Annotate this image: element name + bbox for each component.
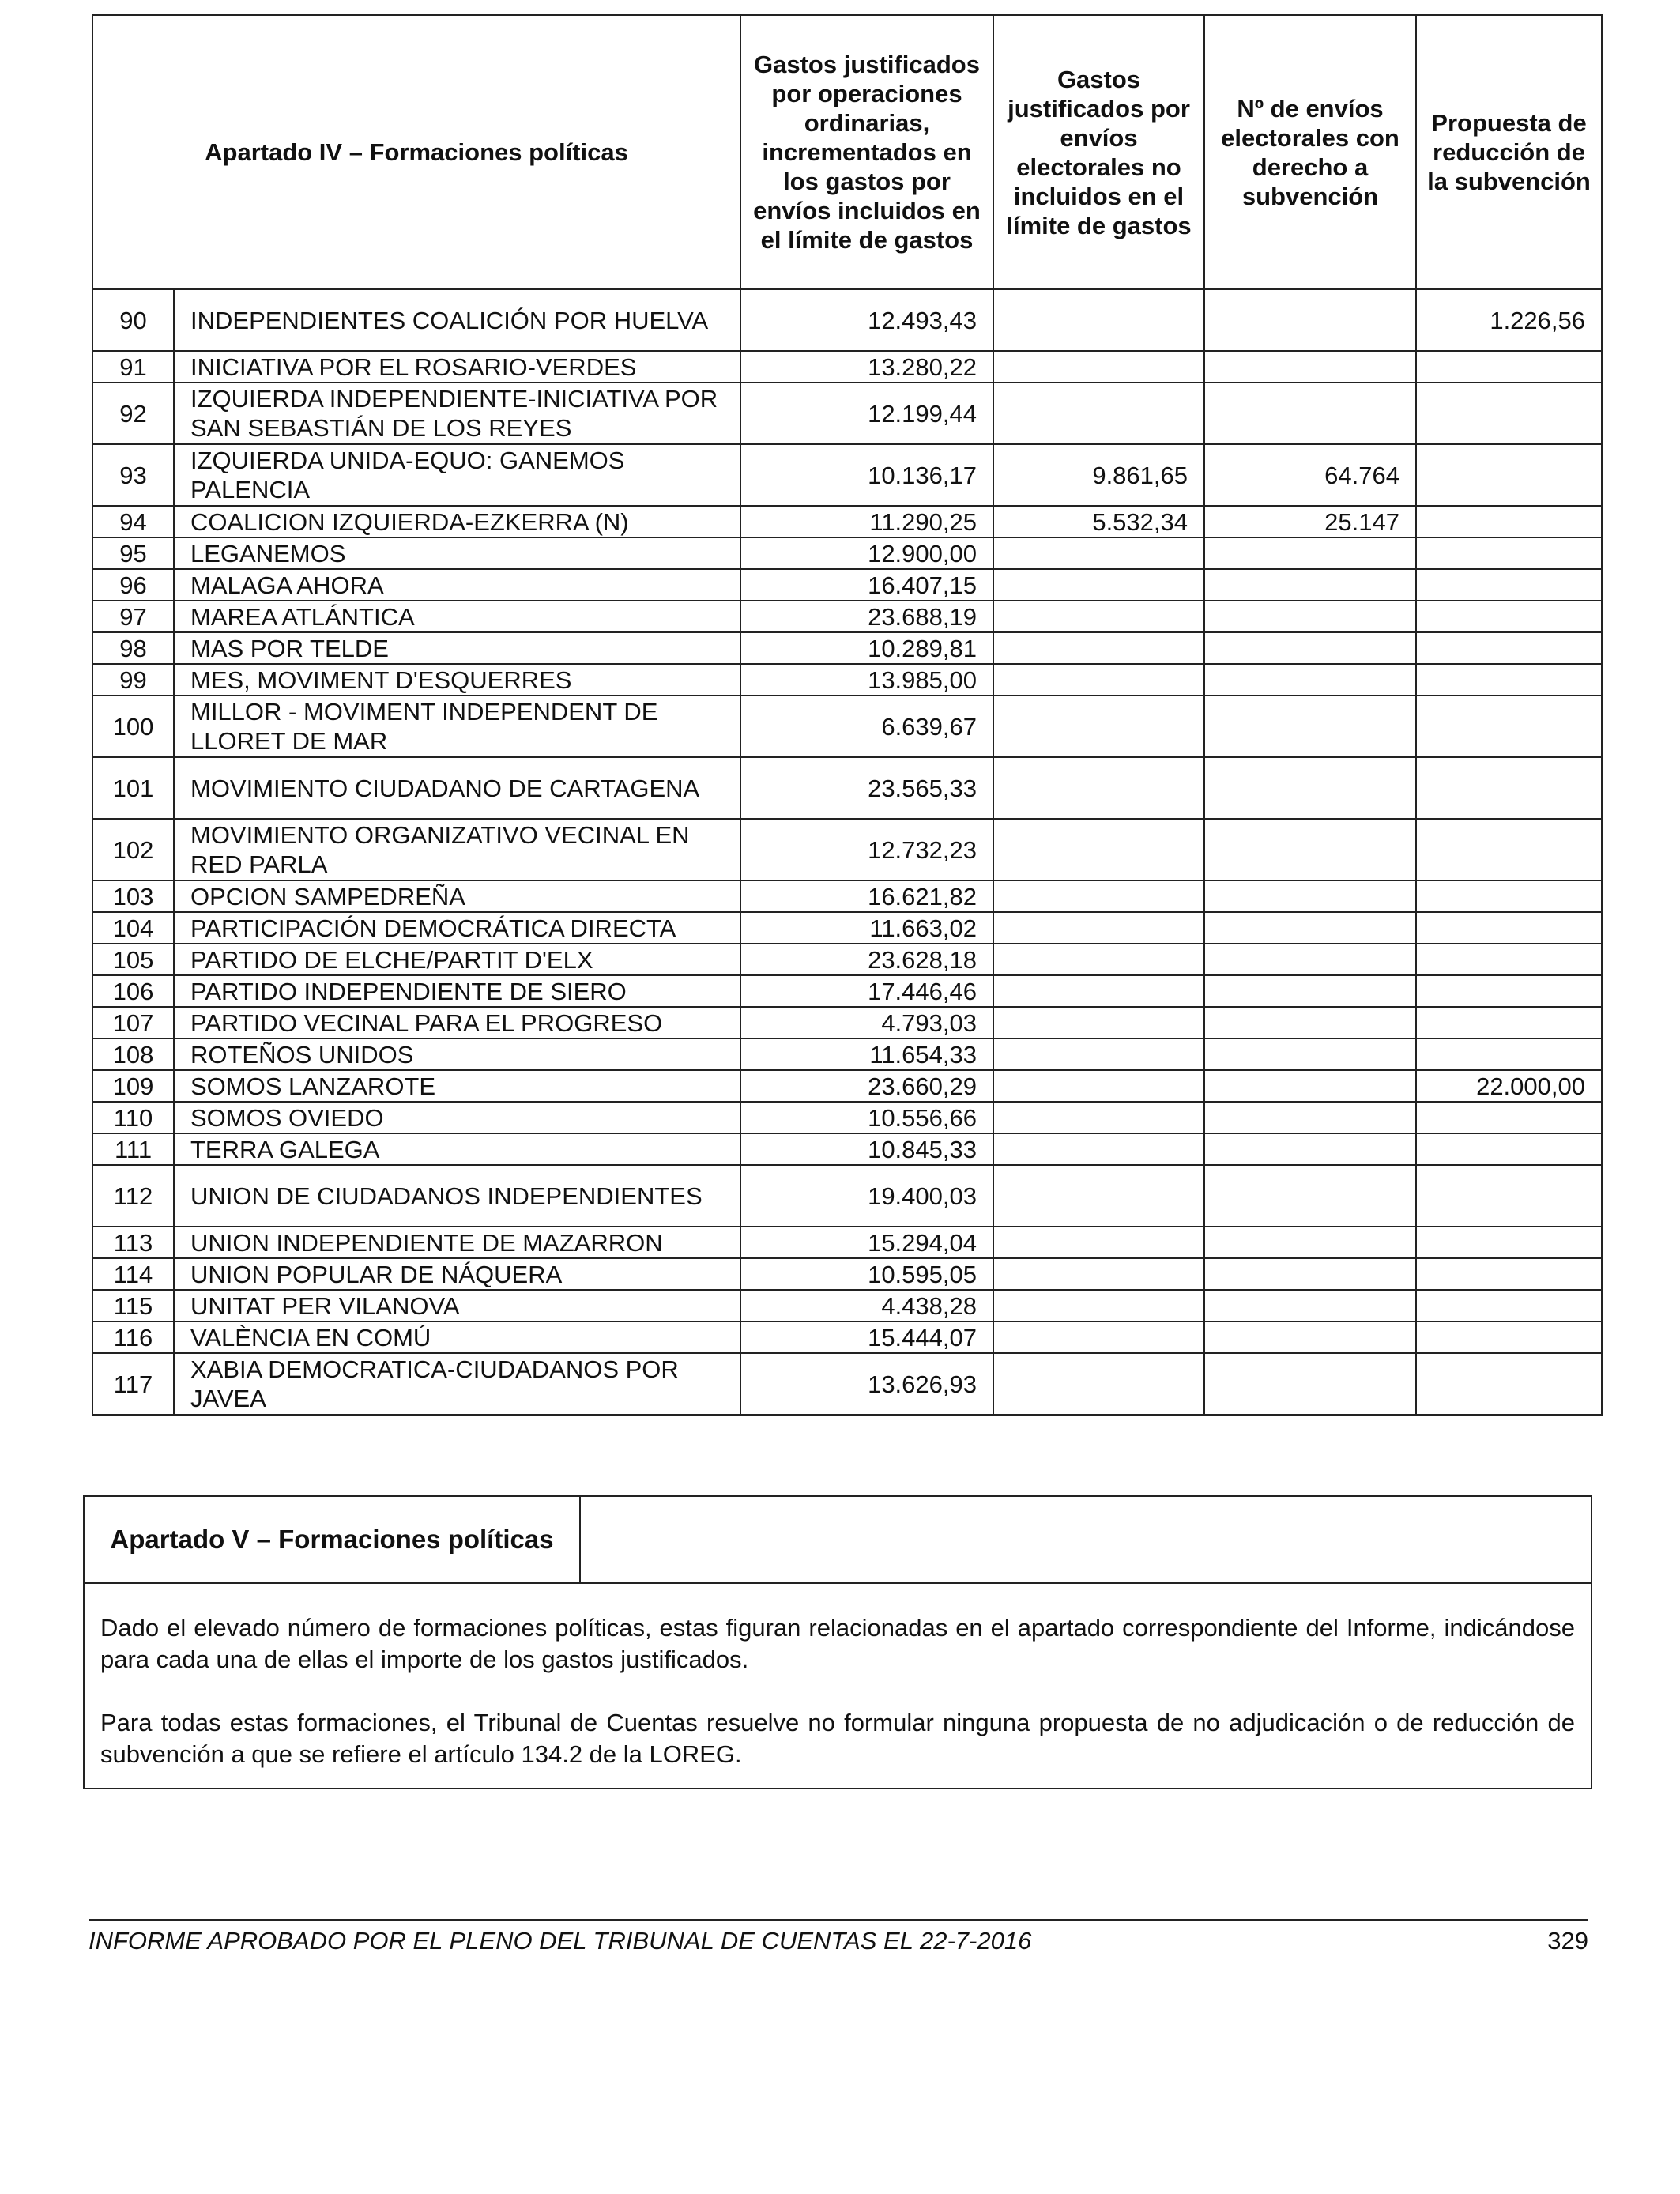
header-mailings-count: Nº de envíos electorales con derecho a subvención: [1204, 15, 1416, 289]
row-number: 95: [92, 537, 174, 569]
reduction-proposal: [1416, 696, 1602, 757]
table-row: [92, 912, 1602, 944]
reduction-proposal: [1416, 383, 1602, 444]
reduction-proposal: 22.000,00: [1416, 1070, 1602, 1102]
row-number: 117: [92, 1353, 174, 1415]
party-name: IZQUIERDA INDEPENDIENTE-INICIATIVA POR SAN SEBASTIÁN DE LOS REYES: [174, 383, 740, 444]
box-apartado-v: [83, 1495, 1592, 1789]
row-number: 116: [92, 1321, 174, 1353]
mailing-expenses: [993, 383, 1204, 444]
reduction-proposal: [1416, 351, 1602, 383]
reduction-proposal: [1416, 1102, 1602, 1133]
row-number: 100: [92, 696, 174, 757]
mailings-count: 25.147: [1204, 506, 1416, 537]
ordinary-expenses: 17.446,46: [740, 975, 993, 1007]
party-name: PARTIDO DE ELCHE/PARTIT D'ELX: [174, 944, 740, 975]
mailing-expenses: 9.861,65: [993, 444, 1204, 506]
table-row: [92, 819, 1602, 880]
mailings-count: [1204, 1102, 1416, 1133]
mailings-count: [1204, 383, 1416, 444]
ordinary-expenses: 23.565,33: [740, 757, 993, 819]
ordinary-expenses: 6.639,67: [740, 696, 993, 757]
box-body: [85, 1584, 1591, 1770]
table-row: [92, 569, 1602, 601]
party-name: PARTIDO INDEPENDIENTE DE SIERO: [174, 975, 740, 1007]
party-name: XABIA DEMOCRATICA-CIUDADANOS POR JAVEA: [174, 1353, 740, 1415]
mailing-expenses: [993, 975, 1204, 1007]
reduction-proposal: [1416, 1321, 1602, 1353]
reduction-proposal: [1416, 444, 1602, 506]
mailings-count: [1204, 632, 1416, 664]
mailings-count: [1204, 1070, 1416, 1102]
row-number: 101: [92, 757, 174, 819]
party-name: COALICION IZQUIERDA-EZKERRA (N): [174, 506, 740, 537]
table-row: [92, 632, 1602, 664]
ordinary-expenses: 13.985,00: [740, 664, 993, 696]
party-name: UNITAT PER VILANOVA: [174, 1290, 740, 1321]
ordinary-expenses: 13.626,93: [740, 1353, 993, 1415]
mailings-count: [1204, 289, 1416, 351]
reduction-proposal: [1416, 880, 1602, 912]
mailing-expenses: [993, 1258, 1204, 1290]
ordinary-expenses: 23.688,19: [740, 601, 993, 632]
row-number: 105: [92, 944, 174, 975]
table-row: [92, 944, 1602, 975]
ordinary-expenses: 16.407,15: [740, 569, 993, 601]
mailing-expenses: [993, 1102, 1204, 1133]
party-name: UNION DE CIUDADANOS INDEPENDIENTES: [174, 1165, 740, 1227]
row-number: 104: [92, 912, 174, 944]
mailings-count: [1204, 1133, 1416, 1165]
table-row: [92, 1039, 1602, 1070]
footer-text: INFORME APROBADO POR EL PLENO DEL TRIBUNAL DE CUENTAS EL 22-7-2016: [89, 1927, 1032, 1955]
mailings-count: [1204, 1258, 1416, 1290]
party-name: TERRA GALEGA: [174, 1133, 740, 1165]
reduction-proposal: [1416, 1227, 1602, 1258]
ordinary-expenses: 23.628,18: [740, 944, 993, 975]
party-name: MILLOR - MOVIMENT INDEPENDENT DE LLORET DE MAR: [174, 696, 740, 757]
table-row: [92, 383, 1602, 444]
row-number: 106: [92, 975, 174, 1007]
table-row: [92, 1070, 1602, 1102]
ordinary-expenses: 19.400,03: [740, 1165, 993, 1227]
table-row: [92, 1165, 1602, 1227]
row-number: 110: [92, 1102, 174, 1133]
mailings-count: [1204, 351, 1416, 383]
table-row: [92, 444, 1602, 506]
mailings-count: [1204, 944, 1416, 975]
mailing-expenses: [993, 944, 1204, 975]
table-row: [92, 1102, 1602, 1133]
party-name: VALÈNCIA EN COMÚ: [174, 1321, 740, 1353]
party-name: IZQUIERDA UNIDA-EQUO: GANEMOS PALENCIA: [174, 444, 740, 506]
header-mailing-expenses: Gastos justificados por envíos electorales no incluidos en el límite de gastos: [993, 15, 1204, 289]
reduction-proposal: [1416, 944, 1602, 975]
party-name: PARTICIPACIÓN DEMOCRÁTICA DIRECTA: [174, 912, 740, 944]
party-name: MAREA ATLÁNTICA: [174, 601, 740, 632]
row-number: 97: [92, 601, 174, 632]
table-row: [92, 537, 1602, 569]
mailing-expenses: [993, 537, 1204, 569]
table-row: [92, 601, 1602, 632]
mailing-expenses: [993, 1353, 1204, 1415]
reduction-proposal: [1416, 506, 1602, 537]
party-name: MAS POR TELDE: [174, 632, 740, 664]
table-row: [92, 757, 1602, 819]
mailings-count: [1204, 1227, 1416, 1258]
mailing-expenses: [993, 757, 1204, 819]
mailing-expenses: [993, 1165, 1204, 1227]
mailing-expenses: [993, 351, 1204, 383]
mailings-count: [1204, 569, 1416, 601]
row-number: 113: [92, 1227, 174, 1258]
table-row: [92, 1321, 1602, 1353]
row-number: 94: [92, 506, 174, 537]
table-row: [92, 351, 1602, 383]
mailings-count: [1204, 1321, 1416, 1353]
ordinary-expenses: 11.290,25: [740, 506, 993, 537]
page-footer: [89, 1919, 1588, 1957]
box-paragraph-2: Para todas estas formaciones, el Tribunal de Cuentas resuelve no formular ninguna propuesta de no adjudicación o de reducción de subvención a que se refiere el artículo 134.2 de la LOREG.: [100, 1709, 1575, 1768]
mailings-count: [1204, 912, 1416, 944]
mailing-expenses: [993, 696, 1204, 757]
mailing-expenses: [993, 912, 1204, 944]
reduction-proposal: [1416, 1007, 1602, 1039]
reduction-proposal: [1416, 1353, 1602, 1415]
ordinary-expenses: 13.280,22: [740, 351, 993, 383]
mailings-count: [1204, 1007, 1416, 1039]
reduction-proposal: [1416, 757, 1602, 819]
party-name: MALAGA AHORA: [174, 569, 740, 601]
party-name: SOMOS LANZAROTE: [174, 1070, 740, 1102]
ordinary-expenses: 23.660,29: [740, 1070, 993, 1102]
reduction-proposal: [1416, 975, 1602, 1007]
mailing-expenses: [993, 1007, 1204, 1039]
mailings-count: [1204, 880, 1416, 912]
ordinary-expenses: 10.845,33: [740, 1133, 993, 1165]
reduction-proposal: [1416, 569, 1602, 601]
party-name: INDEPENDIENTES COALICIÓN POR HUELVA: [174, 289, 740, 351]
mailing-expenses: [993, 1039, 1204, 1070]
reduction-proposal: [1416, 1039, 1602, 1070]
ordinary-expenses: 12.900,00: [740, 537, 993, 569]
ordinary-expenses: 4.793,03: [740, 1007, 993, 1039]
reduction-proposal: [1416, 1165, 1602, 1227]
row-number: 112: [92, 1165, 174, 1227]
row-number: 96: [92, 569, 174, 601]
mailings-count: [1204, 1039, 1416, 1070]
header-section-title: Apartado IV – Formaciones políticas: [92, 15, 740, 289]
table-apartado-iv: [92, 14, 1603, 1416]
ordinary-expenses: 10.136,17: [740, 444, 993, 506]
row-number: 115: [92, 1290, 174, 1321]
mailings-count: [1204, 1165, 1416, 1227]
table-row: [92, 1133, 1602, 1165]
table-row: [92, 1007, 1602, 1039]
reduction-proposal: [1416, 1290, 1602, 1321]
table-row: [92, 506, 1602, 537]
table-row: [92, 1290, 1602, 1321]
party-name: LEGANEMOS: [174, 537, 740, 569]
table-row: [92, 289, 1602, 351]
row-number: 90: [92, 289, 174, 351]
reduction-proposal: [1416, 664, 1602, 696]
box-title: Apartado V – Formaciones políticas: [85, 1497, 581, 1582]
ordinary-expenses: 10.556,66: [740, 1102, 993, 1133]
party-name: OPCION SAMPEDREÑA: [174, 880, 740, 912]
party-name: MOVIMIENTO CIUDADANO DE CARTAGENA: [174, 757, 740, 819]
mailing-expenses: [993, 664, 1204, 696]
party-name: PARTIDO VECINAL PARA EL PROGRESO: [174, 1007, 740, 1039]
table-row: [92, 664, 1602, 696]
mailings-count: [1204, 1290, 1416, 1321]
row-number: 92: [92, 383, 174, 444]
mailings-count: [1204, 1353, 1416, 1415]
mailing-expenses: 5.532,34: [993, 506, 1204, 537]
mailing-expenses: [993, 880, 1204, 912]
party-name: SOMOS OVIEDO: [174, 1102, 740, 1133]
table-row: [92, 1258, 1602, 1290]
table-row: [92, 1227, 1602, 1258]
mailing-expenses: [993, 569, 1204, 601]
mailing-expenses: [993, 1321, 1204, 1353]
party-name: UNION POPULAR DE NÁQUERA: [174, 1258, 740, 1290]
row-number: 99: [92, 664, 174, 696]
reduction-proposal: [1416, 537, 1602, 569]
mailings-count: [1204, 757, 1416, 819]
ordinary-expenses: 11.663,02: [740, 912, 993, 944]
mailings-count: [1204, 537, 1416, 569]
row-number: 103: [92, 880, 174, 912]
reduction-proposal: [1416, 1258, 1602, 1290]
header-ordinary-expenses: Gastos justificados por operaciones ordinarias, incrementados en los gastos por envíos incluidos en el límite de gastos: [740, 15, 993, 289]
ordinary-expenses: 10.595,05: [740, 1258, 993, 1290]
mailings-count: [1204, 975, 1416, 1007]
mailings-count: [1204, 601, 1416, 632]
table-header-row: [92, 15, 1602, 289]
mailings-count: [1204, 664, 1416, 696]
header-reduction-proposal: Propuesta de reducción de la subvención: [1416, 15, 1602, 289]
party-name: MOVIMIENTO ORGANIZATIVO VECINAL EN RED PARLA: [174, 819, 740, 880]
ordinary-expenses: 16.621,82: [740, 880, 993, 912]
row-number: 111: [92, 1133, 174, 1165]
table-row: [92, 1353, 1602, 1415]
reduction-proposal: [1416, 601, 1602, 632]
table-row: [92, 975, 1602, 1007]
box-paragraph-1: Dado el elevado número de formaciones políticas, estas figuran relacionadas en el apartado correspondiente del Informe, indicándose para cada una de ellas el importe de los gastos justificados.: [100, 1614, 1575, 1673]
mailing-expenses: [993, 1133, 1204, 1165]
ordinary-expenses: 15.294,04: [740, 1227, 993, 1258]
row-number: 109: [92, 1070, 174, 1102]
mailing-expenses: [993, 289, 1204, 351]
ordinary-expenses: 11.654,33: [740, 1039, 993, 1070]
page-number: 329: [1547, 1927, 1588, 1955]
ordinary-expenses: 12.493,43: [740, 289, 993, 351]
reduction-proposal: [1416, 912, 1602, 944]
ordinary-expenses: 12.732,23: [740, 819, 993, 880]
party-name: UNION INDEPENDIENTE DE MAZARRON: [174, 1227, 740, 1258]
row-number: 108: [92, 1039, 174, 1070]
mailings-count: [1204, 696, 1416, 757]
reduction-proposal: 1.226,56: [1416, 289, 1602, 351]
mailing-expenses: [993, 819, 1204, 880]
ordinary-expenses: 4.438,28: [740, 1290, 993, 1321]
table-row: [92, 696, 1602, 757]
box-header: [85, 1497, 1591, 1584]
row-number: 93: [92, 444, 174, 506]
mailing-expenses: [993, 601, 1204, 632]
reduction-proposal: [1416, 632, 1602, 664]
reduction-proposal: [1416, 1133, 1602, 1165]
ordinary-expenses: 12.199,44: [740, 383, 993, 444]
ordinary-expenses: 10.289,81: [740, 632, 993, 664]
mailing-expenses: [993, 1070, 1204, 1102]
row-number: 102: [92, 819, 174, 880]
party-name: INICIATIVA POR EL ROSARIO-VERDES: [174, 351, 740, 383]
mailing-expenses: [993, 632, 1204, 664]
ordinary-expenses: 15.444,07: [740, 1321, 993, 1353]
mailing-expenses: [993, 1290, 1204, 1321]
row-number: 114: [92, 1258, 174, 1290]
party-name: ROTEÑOS UNIDOS: [174, 1039, 740, 1070]
mailings-count: [1204, 819, 1416, 880]
table-body: [92, 289, 1602, 1415]
table-row: [92, 880, 1602, 912]
row-number: 107: [92, 1007, 174, 1039]
row-number: 98: [92, 632, 174, 664]
mailings-count: 64.764: [1204, 444, 1416, 506]
mailing-expenses: [993, 1227, 1204, 1258]
row-number: 91: [92, 351, 174, 383]
reduction-proposal: [1416, 819, 1602, 880]
party-name: MES, MOVIMENT D'ESQUERRES: [174, 664, 740, 696]
